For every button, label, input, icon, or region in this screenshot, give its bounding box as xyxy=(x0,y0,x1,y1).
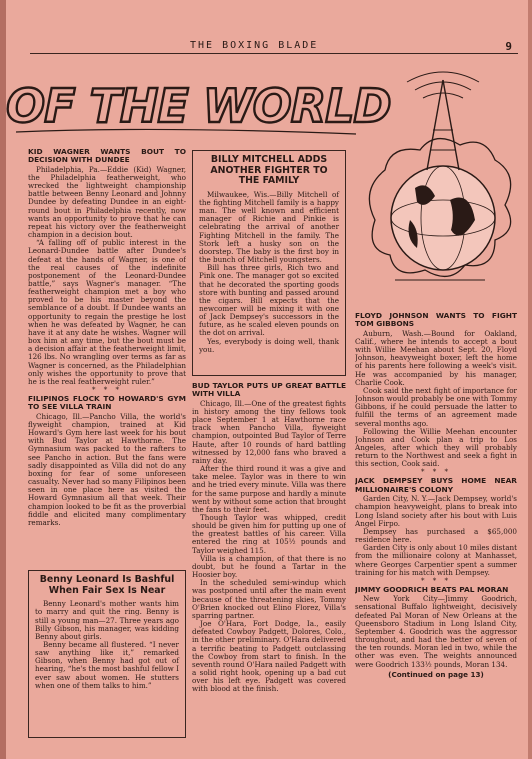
article-paragraph: After the third round it was a give and take melee. Taylor was in there to win and he tried every minute. Villa was there for the same purpose and hardly a minute went by without some action that brought the fans to their feet. xyxy=(192,464,346,514)
article-paragraph: In the scheduled semi-windup which was postponed until after the main event because of the threatening skies, Tommy O'Brien knocked out Elino Florez, Villa's sparring partner. xyxy=(192,578,346,620)
article-paragraph: Following the Willie Meehan encounter Johnson and Cook plan a trip to Los Angeles, after which they will probably return to the Northwest and seek a fight in this section, Cook said. xyxy=(355,426,517,469)
article-paragraph: Cook said the next fight of importance for Johnson would probably be one with Tommy Gibbons, if he could persuade the latter to fulfill the terms of an agreement made several months ago. xyxy=(355,385,517,428)
box-title: BILLY MITCHELL ADDS ANOTHER FIGHTER TO THE FAMILY xyxy=(210,154,328,187)
box-paragraph: Yes, everybody is doing well, thank you. xyxy=(199,336,339,354)
mitchell-box xyxy=(192,150,346,376)
article-paragraph: Garden City is only about 10 miles distant from the millionaire colony at Manhasset, where Georges Carpentier spent a summer training for his match with Dempsey. xyxy=(355,543,517,577)
box-paragraph: Benny Leonard's mother wants him to marry and quit the ring. Benny is still a young man—27. Three years ago Billy Gibson, his manager, was kidding Benny about girls. xyxy=(35,599,179,641)
of-the-world-banner xyxy=(6,60,406,140)
article-paragraph: Garden City, N. Y.—Jack Dempsey, world's champion heavyweight, plans to break into Long Island society after his bout with Luis Angel Firpo. xyxy=(355,494,517,528)
article-headline: JIMMY GOODRICH BEATS PAL MORAN xyxy=(355,584,509,594)
section-divider: * * * xyxy=(421,468,451,477)
globe-tower-illustration xyxy=(355,70,520,310)
article-paragraph: Philadelphia, Pa.—Eddie (Kid) Wagner, the Philadelphia featherweight, who wrecked the lightweight championship battle between Benny Leonard and Johnny Dundee by defeating Dundee in an eight-round bout in Philadelphia recently, now wants an opportunity to prove that he can repeat his victory over the featherweight champion in a decision bout. xyxy=(28,164,186,240)
article-headline: FILIPINOS FLOCK TO HOWARD'S GYM TO SEE VILLA TRAIN xyxy=(28,394,186,412)
article-paragraph: Chicago, Ill.—Pancho Villa, the world's flyweight champion, trained at Kid Howard's Gym here last week for his bout with Bud Taylor at Hawthorne. The Gymnasium was packed to the rafters to see Pancho in action. But the fans were sadly disappointed as Villa did not do any boxing for fear of some unforeseen casualty. Never had so many Filipinos been seen in one place here as visited the Howard Gymnasium all that week. Their champion looked to be fit as the proverbial fiddle and elicited many complimentary remarks. xyxy=(28,411,186,527)
magazine-title: THE BOXING BLADE xyxy=(190,40,319,51)
article-paragraph: Dempsey has purchased a $65,000 residence here. xyxy=(355,526,517,545)
article-paragraph: New York City—Jimmy Goodrich, sensational Buffalo lightweight, decisively defeated Pal Moran of New Orleans at the Queensboro Stadium in Long Island City, September 4. Goodrich was the aggressor throughout, and had the better of seven of the ten rounds. Moran led in two, while the other was even. The weights announced were Goodrich 133½ pounds, Moran 134. xyxy=(355,594,517,669)
page-edge xyxy=(528,0,532,759)
article-paragraph: “A falling off of public interest in the Leonard-Dundee battle after Dundee's defeat at the hands of Wagner, is one of the real causes of the indefinite postponement of the Leonard-Dundee battle,” says Wagner's manager. “The featherweight champion met a boy who proved to be his master beyond the semblance of a doubt. If Dundee wants an opportunity to regain the prestige he lost when he was defeated by Wagner, he can have it at any date he wishes. Wagner will box him at any time, but the bout must be a decision affair at the featherweight limit, 126 lbs. No wrangling over terms as far as Wagner is concerned, as the Philadelphian only wishes the opportunity to prove that he is the real featherweight ruler.” xyxy=(28,238,186,386)
section-divider: * * * xyxy=(92,386,122,395)
continued-note: (Continued on page 13) xyxy=(388,669,484,679)
article-headline: BUD TAYLOR PUTS UP GREAT BATTLE WITH VILLA xyxy=(192,382,346,399)
section-divider: * * * xyxy=(421,576,451,585)
box-paragraph: Benny became all flustered. “I never saw anything like it,” remarked Gibson, when Benny had got out of hearing, “he's the most bashful fellow I ever saw about women. He stutters when one of them talks to him.” xyxy=(35,639,179,690)
article-headline: KID WAGNER WANTS BOUT TO DECISION WITH DUNDEE xyxy=(28,148,186,165)
article-headline: FLOYD JOHNSON WANTS TO FIGHT TOM GIBBONS xyxy=(355,312,517,329)
leonard-box xyxy=(28,570,186,738)
article-paragraph: Auburn, Wash.—Bound for Oakland, Calif., where he intends to accept a bout with Willie Meehan about Sept. 20, Floyd Johnson, heavyweight boxer, left the home of his parents here following a week's visit. He was accompanied by his manager, Charlie Cook. xyxy=(355,328,517,387)
header-rule xyxy=(30,53,518,54)
article-headline: JACK DEMPSEY BUYS HOME NEAR MILLIONAIRE'S COLONY xyxy=(355,476,517,494)
page-header xyxy=(30,40,520,54)
article-paragraph: Chicago, Ill.—One of the greatest fights in history among the tiny fellows took place September 1 at Hawthorne race track when Pancho Villa, flyweight champion, outpointed Bud Taylor of Terre Haute, after 10 rounds of hard battling witnessed by 12,000 fans who braved a rainy day. xyxy=(192,398,346,465)
middle-column xyxy=(192,382,346,740)
left-column xyxy=(28,148,186,566)
article-paragraph: Joe O'Hara, Fort Dodge, Ia., easily defeated Cowboy Padgett, Dolores, Colo., in the other preliminary. O'Hara delivered a terrific beating to Padgett outclassing the Cowboy from start to finish. In the seventh round O'Hara nailed Padgett with a solid right hook, opening up a bad cut over his left eye. Padgett was covered with blood at the finish. xyxy=(192,619,346,694)
banner-text: OF THE WORLD xyxy=(6,79,391,133)
article-paragraph: Though Taylor was whipped, credit should be given him for putting up one of the greatest battles of his career. Villa entered the ring at 105½ pounds and Taylor weighed 115. xyxy=(192,513,346,555)
box-title: Benny Leonard Is Bashful When Fair Sex Is Near xyxy=(39,574,175,596)
page-number: 9 xyxy=(505,40,514,53)
box-paragraph: Bill has three girls, Rich two and Pink one. The manager got so excited that he decorated the sporting goods store with bunting and passed around the cigars. Bill expects that the newcomer will be mixing it with one of Jack Dempsey's successors in the future, as he scaled eleven pounds on the dot on arrival. xyxy=(199,263,339,338)
article-paragraph: Villa is a champion, of that there is no doubt, but he found a Tartar in the Hoosier boy. xyxy=(192,553,346,580)
right-column xyxy=(355,312,517,744)
box-paragraph: Milwaukee, Wis.—Billy Mitchell of the fighting Mitchell family is a happy man. The well known and efficient manager of Richie and Pinkie is celebrating the arrival of another Fighting Mitchell in the family. The Stork left a husky son on the doorstep. The baby is the first boy in the bunch of Mitchell youngsters. xyxy=(199,189,339,265)
